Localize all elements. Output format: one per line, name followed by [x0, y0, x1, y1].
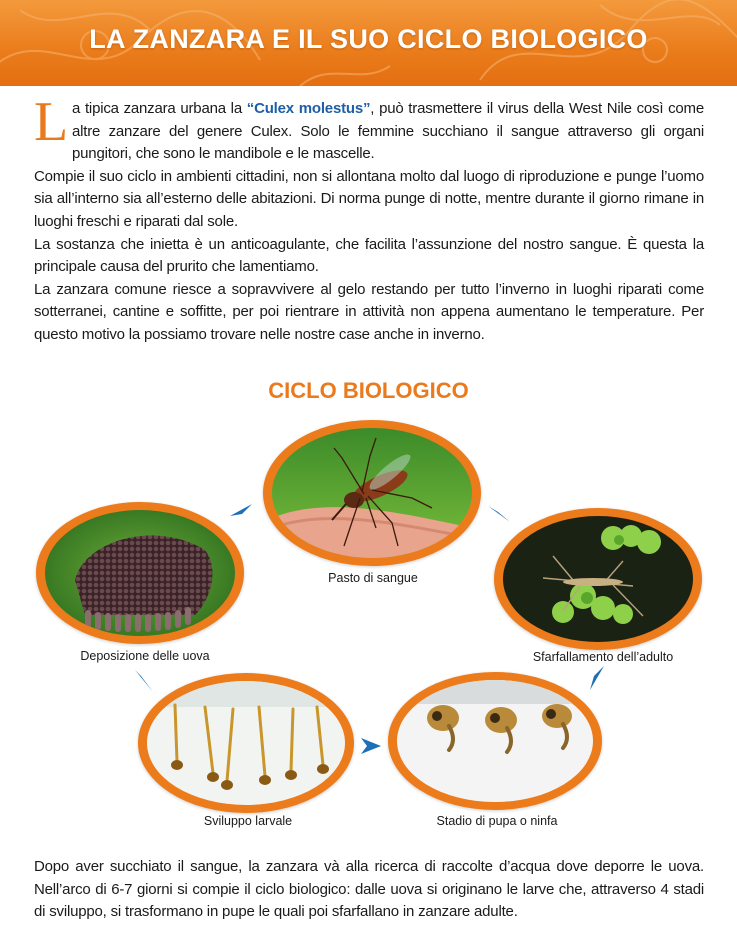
cycle-title: CICLO BIOLOGICO — [268, 378, 469, 403]
page-title: LA ZANZARA E IL SUO CICLO BIOLOGICO — [89, 24, 648, 54]
intro-paragraph-4: La zanzara comune riesce a sopravvivere al gelo restando per tutto l’inverno in luoghi riparati come sotterranei, cantine e soffitte, per poi rientrare in attività non appena aumentano le temperature. Per questo motivo la possiamo trovare nelle nostre case anche in inverno. — [34, 280, 704, 343]
mosquito-biting-image — [272, 428, 472, 558]
arrow-icon — [486, 504, 512, 526]
dropcap-letter: L — [34, 91, 69, 153]
egg-raft-image — [45, 510, 235, 636]
adult-emerging-image — [503, 516, 693, 642]
arrow-icon — [228, 500, 254, 520]
outro-paragraph: Dopo aver succhiato il sangue, la zanzara và alla ricerca di raccolte d’acqua dove deporre le uova. Nell’arco di 6-7 giorni si compie il ciclo biologico: dalle uova si originano le larve che, attraverso 4 stadi di sviluppo, si trasformano in pupe le quali poi sfarfallano in zanzare adulte. — [34, 858, 704, 921]
arrow-icon — [584, 664, 606, 692]
intro-text-span: a tipica zanzara urbana la — [72, 100, 247, 117]
intro-paragraph-3: La sostanza che inietta è un anticoagulante, che facilita l’assunzione del nostro sangue. È questa la principale causa del prurito che lamentiamo. — [34, 235, 704, 276]
pupa-image-frame — [388, 672, 602, 810]
larvae-image — [147, 681, 345, 805]
caption-pupa: Stadio di pupa o ninfa — [436, 814, 558, 828]
egg-laying-image-frame — [36, 502, 244, 644]
caption-egg-laying: Deposizione delle uova — [80, 649, 210, 663]
arrow-icon — [133, 668, 155, 694]
outro-text — [34, 856, 704, 924]
emergence-image-frame — [494, 508, 702, 650]
species-name: “Culex molestus” — [246, 100, 371, 117]
intro-text-span: , può trasmettere il virus della West Nile così come altre zanzare del genere Culex. Solo le femmine succhiano il sangue attraverso gli organi pungitori, che sono le mandibole e le mascelle. — [72, 100, 704, 163]
intro-paragraph-2: Compie il suo ciclo in ambienti cittadini, non si allontana molto dal luogo di riproduzione e punge l’uomo sia all’interno sia all’esterno delle abitazioni. Di norma punge di notte, mentre durante il giorno rimane in luoghi freschi e riparati dal sole. — [34, 167, 704, 230]
caption-blood-meal: Pasto di sangue — [328, 571, 418, 585]
caption-emergence: Sfarfallamento dell’adulto — [532, 650, 674, 664]
header-banner — [0, 0, 737, 86]
caption-larval: Sviluppo larvale — [203, 814, 293, 828]
larval-image-frame — [138, 673, 354, 813]
intro-paragraph-1 — [34, 91, 704, 166]
blood-meal-image-frame — [263, 420, 481, 566]
arrow-icon — [359, 736, 383, 756]
intro-text — [34, 91, 704, 347]
pupae-image — [397, 680, 593, 802]
